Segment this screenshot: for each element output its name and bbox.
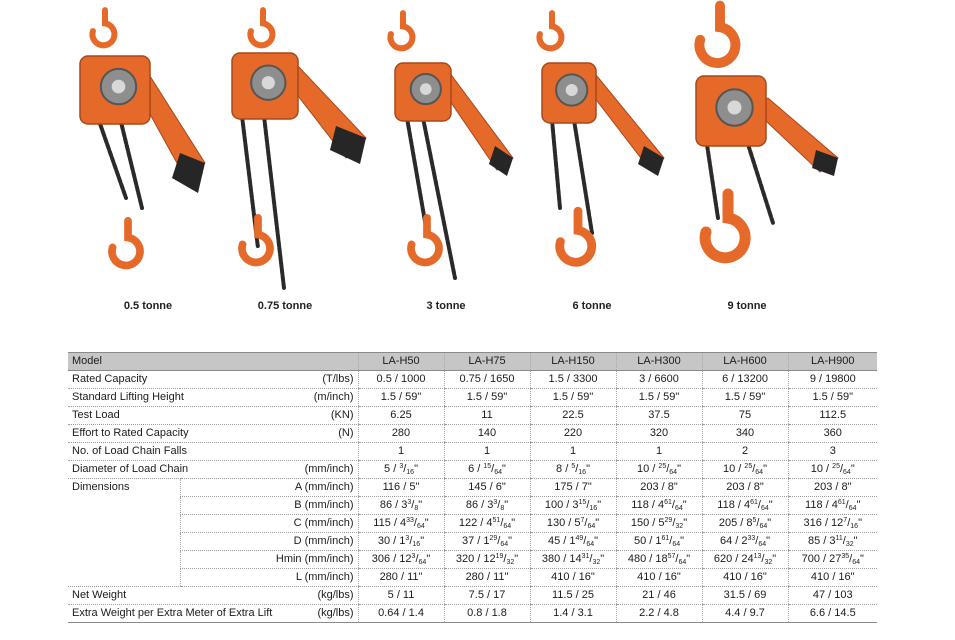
cell-numerator: 25 <box>832 463 840 470</box>
lever-hoist-illustration <box>530 8 670 278</box>
cell-denominator: 64 <box>852 559 860 566</box>
cell-denominator: 64 <box>843 469 851 476</box>
cell-numerator: 61 <box>664 499 672 506</box>
table-cell <box>358 497 444 515</box>
cell-inch-mark: " <box>502 463 506 475</box>
table-cell <box>530 497 616 515</box>
table-cell <box>616 551 702 569</box>
cell-whole: 100 / 3 <box>544 499 579 511</box>
cell-inch-mark: " <box>768 499 773 511</box>
row-unit: (mm/inch) <box>180 461 358 479</box>
table-cell <box>788 515 877 533</box>
fraction-slash: / <box>669 535 673 547</box>
table-cell: 21 / 46 <box>616 587 702 605</box>
cell-whole: 320 / 12 <box>455 553 496 565</box>
cell-inch-mark: " <box>600 553 605 565</box>
table-cell: 75 <box>702 407 788 425</box>
cell-whole: 10 / <box>723 463 745 475</box>
row-sublabel: B (mm/inch) <box>180 497 358 515</box>
cell-whole: 85 / 3 <box>807 535 836 547</box>
cell-denominator: 64 <box>759 523 768 530</box>
table-cell: 0.75 / 1650 <box>444 371 530 389</box>
cell-inch-mark: " <box>504 499 509 511</box>
spec-table <box>68 352 877 623</box>
table-cell <box>788 533 877 551</box>
cell-denominator: 16 <box>406 469 415 476</box>
table-cell: 1 <box>358 443 444 461</box>
fraction-slash: / <box>672 517 676 529</box>
cell-denominator: 64 <box>848 505 857 512</box>
lever-hoist-illustration <box>70 8 210 273</box>
cell-denominator: 64 <box>418 559 427 566</box>
lever-hoist-illustration <box>688 8 848 278</box>
fraction-slash: / <box>675 553 679 565</box>
cell-denominator: 64 <box>669 469 678 476</box>
table-cell: 6.25 <box>358 407 444 425</box>
cell-numerator: 51 <box>492 517 501 524</box>
fraction-slash: / <box>415 553 419 565</box>
caption-0-5-tonne: 0.5 tonne <box>123 300 173 312</box>
table-cell: 340 <box>702 425 788 443</box>
cell-whole: 8 / <box>556 463 572 475</box>
row-sublabel: C (mm/inch) <box>180 515 358 533</box>
cell-numerator: 7 <box>580 517 585 524</box>
cell-numerator: 3 <box>411 553 416 560</box>
table-cell <box>788 461 877 479</box>
cell-numerator: 15 <box>578 499 587 506</box>
fraction-slash: / <box>761 553 765 565</box>
model-la-h50: LA-H50 <box>358 353 444 371</box>
table-cell <box>358 515 444 533</box>
table-row <box>68 371 877 389</box>
fraction-slash: / <box>757 499 761 511</box>
table-cell: 4.4 / 9.7 <box>702 605 788 623</box>
table-cell <box>616 497 702 515</box>
fraction-slash: / <box>589 553 593 565</box>
table-cell: 1.5 / 59" <box>702 389 788 407</box>
cell-denominator: 64 <box>678 559 687 566</box>
table-cell: 0.5 / 1000 <box>358 371 444 389</box>
cell-denominator: 32 <box>675 523 684 530</box>
table-cell <box>702 497 788 515</box>
cell-numerator: 49 <box>575 535 584 542</box>
table-cell <box>358 551 444 569</box>
cell-denominator: 64 <box>587 523 596 530</box>
cell-whole: 118 / 4 <box>805 499 838 511</box>
caption-9-tonne: 9 tonne <box>727 300 767 312</box>
cell-inch-mark: " <box>686 553 691 565</box>
cell-denominator: 32 <box>592 559 601 566</box>
table-cell: 410 / 16" <box>788 569 877 587</box>
cell-denominator: 64 <box>755 469 764 476</box>
table-cell: 116 / 5" <box>358 479 444 497</box>
cell-denominator: 8 <box>500 505 505 512</box>
cell-inch-mark: " <box>595 517 600 529</box>
cell-whole: 700 / 27 <box>801 553 842 565</box>
table-cell: 31.5 / 69 <box>702 587 788 605</box>
cell-whole: 45 / 1 <box>547 535 576 547</box>
cell-whole: 380 / 14 <box>541 553 582 565</box>
cell-inch-mark: " <box>418 499 423 511</box>
fraction-slash: / <box>503 553 507 565</box>
caption-0-75-tonne: 0.75 tonne <box>257 300 313 312</box>
table-row <box>68 407 877 425</box>
cell-numerator: 29 <box>489 535 498 542</box>
cell-whole: 50 / 1 <box>633 535 662 547</box>
table-row <box>68 443 877 461</box>
cell-numerator: 29 <box>664 517 673 524</box>
hoist-image-6-tonne <box>530 8 670 278</box>
cell-whole: 86 / 3 <box>379 499 408 511</box>
row-unit: (kg/lbs) <box>180 587 358 605</box>
table-row <box>68 533 877 551</box>
table-cell: 0.64 / 1.4 <box>358 605 444 623</box>
cell-whole: 10 / <box>810 463 833 475</box>
table-cell: 320 <box>616 425 702 443</box>
row-label-diameter-of-load-chain: Diameter of Load Chain <box>68 461 180 479</box>
hoist-image-0-75-tonne <box>218 8 368 298</box>
table-cell: 7.5 / 17 <box>444 587 530 605</box>
fraction-slash: / <box>497 499 501 511</box>
cell-whole: 37 / 1 <box>461 535 490 547</box>
table-cell: 1.5 / 59" <box>788 389 877 407</box>
cell-inch-mark: " <box>414 463 418 475</box>
table-cell <box>788 497 877 515</box>
fraction-slash: / <box>586 499 590 511</box>
cell-whole: 118 / 4 <box>631 499 665 511</box>
table-cell <box>616 533 702 551</box>
cell-numerator: 31 <box>581 553 590 560</box>
header-model-label: Model <box>68 353 358 371</box>
cell-inch-mark: " <box>683 517 688 529</box>
cell-denominator: 32 <box>845 541 854 548</box>
table-cell <box>444 533 530 551</box>
cell-whole: 86 / 3 <box>465 499 494 511</box>
table-cell: 22.5 <box>530 407 616 425</box>
fraction-slash: / <box>584 517 588 529</box>
table-cell: 203 / 8" <box>788 479 877 497</box>
cell-whole: 205 / 8 <box>718 517 753 529</box>
table-cell <box>358 533 444 551</box>
fraction-slash: / <box>839 463 844 475</box>
fraction-slash: / <box>666 463 670 475</box>
cell-denominator: 8 <box>414 505 419 512</box>
row-unit: (N) <box>180 425 358 443</box>
cell-inch-mark: " <box>586 463 590 475</box>
fraction-slash: / <box>491 463 495 475</box>
row-label-no-of-load-chain-falls: No. of Load Chain Falls <box>68 443 180 461</box>
row-sublabel: D (mm/inch) <box>180 533 358 551</box>
cell-numerator: 3 <box>493 499 498 506</box>
table-cell: 280 / 11" <box>358 569 444 587</box>
row-label-dimensions: Dimensions <box>68 479 180 587</box>
table-cell: 5 / 11 <box>358 587 444 605</box>
table-row <box>68 425 877 443</box>
cell-whole: 620 / 24 <box>713 553 754 565</box>
caption-3-tonne: 3 tonne <box>426 300 466 312</box>
cell-inch-mark: " <box>424 517 429 529</box>
cell-numerator: 61 <box>837 499 846 506</box>
fraction-slash: / <box>847 517 851 529</box>
table-cell: 203 / 8" <box>616 479 702 497</box>
cell-whole: 306 / 12 <box>371 553 412 565</box>
cell-numerator: 3 <box>405 535 410 542</box>
table-cell <box>702 551 788 569</box>
table-cell: 3 / 6600 <box>616 371 702 389</box>
fraction-slash: / <box>575 463 579 475</box>
fraction-slash: / <box>403 463 407 475</box>
table-cell <box>530 515 616 533</box>
row-label-net-weight: Net Weight <box>68 587 180 605</box>
cell-denominator: 32 <box>764 559 773 566</box>
fraction-slash: / <box>756 517 760 529</box>
fraction-slash: / <box>583 535 587 547</box>
table-cell: 1.5 / 59" <box>530 389 616 407</box>
table-cell: 203 / 8" <box>702 479 788 497</box>
model-la-h75: LA-H75 <box>444 353 530 371</box>
cell-inch-mark: " <box>680 535 685 547</box>
table-row <box>68 587 877 605</box>
table-cell: 410 / 16" <box>616 569 702 587</box>
lever-hoist-illustration <box>383 8 513 283</box>
cell-whole: 115 / 4 <box>373 517 407 529</box>
fraction-slash: / <box>411 499 415 511</box>
table-cell: 6 / 13200 <box>702 371 788 389</box>
table-cell <box>444 461 530 479</box>
cell-denominator: 64 <box>672 541 681 548</box>
cell-numerator: 61 <box>661 535 670 542</box>
table-row <box>68 569 877 587</box>
cell-numerator: 25 <box>658 463 667 470</box>
cell-inch-mark: " <box>420 535 425 547</box>
table-cell: 47 / 103 <box>788 587 877 605</box>
table-row <box>68 497 877 515</box>
cell-numerator: 35 <box>841 553 850 560</box>
table-row <box>68 461 877 479</box>
cell-denominator: 64 <box>494 469 503 476</box>
cell-denominator: 64 <box>500 541 509 548</box>
cell-inch-mark: " <box>597 499 602 511</box>
cell-numerator: 33 <box>747 535 756 542</box>
row-label-rated-capacity: Rated Capacity <box>68 371 180 389</box>
table-cell: 1.5 / 3300 <box>530 371 616 389</box>
cell-whole: 64 / 2 <box>719 535 748 547</box>
row-sublabel: L (mm/inch) <box>180 569 358 587</box>
table-cell: 11.5 / 25 <box>530 587 616 605</box>
table-cell <box>702 533 788 551</box>
cell-whole: 150 / 5 <box>630 517 665 529</box>
cell-inch-mark: " <box>682 499 687 511</box>
row-sublabel: A (mm/inch) <box>180 479 358 497</box>
cell-inch-mark: " <box>772 553 777 565</box>
table-cell: 1 <box>616 443 702 461</box>
cell-inch-mark: " <box>514 553 519 565</box>
cell-inch-mark: " <box>763 463 767 475</box>
table-cell <box>788 551 877 569</box>
cell-denominator: 64 <box>586 541 595 548</box>
cell-inch-mark: " <box>426 553 431 565</box>
table-cell: 145 / 6" <box>444 479 530 497</box>
cell-denominator: 64 <box>760 505 769 512</box>
cell-inch-mark: " <box>850 463 855 475</box>
fraction-slash: / <box>849 553 853 565</box>
cell-inch-mark: " <box>594 535 599 547</box>
table-cell: 1.4 / 3.1 <box>530 605 616 623</box>
cell-denominator: 16 <box>578 469 587 476</box>
table-cell: 6.6 / 14.5 <box>788 605 877 623</box>
fraction-slash: / <box>413 517 417 529</box>
cell-denominator: 16 <box>850 523 859 530</box>
row-label-effort-to-rated-capacity: Effort to Rated Capacity <box>68 425 180 443</box>
table-cell <box>358 461 444 479</box>
fraction-slash: / <box>409 535 413 547</box>
cell-inch-mark: " <box>677 463 681 475</box>
table-row <box>68 479 877 497</box>
cell-denominator: 64 <box>503 523 512 530</box>
cell-inch-mark: " <box>858 517 862 529</box>
cell-inch-mark: " <box>511 517 516 529</box>
cell-denominator: 64 <box>416 523 425 530</box>
table-cell: 0.8 / 1.8 <box>444 605 530 623</box>
cell-numerator: 3 <box>399 463 404 470</box>
table-cell: 2.2 / 4.8 <box>616 605 702 623</box>
table-cell: 360 <box>788 425 877 443</box>
table-cell: 11 <box>444 407 530 425</box>
cell-whole: 480 / 18 <box>627 553 668 565</box>
row-label-extra-weight-per-extra-meter-of-extra-lift: Extra Weight per Extra Meter of Extra Lift <box>68 605 180 623</box>
row-unit: (m/inch) <box>180 389 358 407</box>
row-label-standard-lifting-height: Standard Lifting Height <box>68 389 180 407</box>
model-la-h150: LA-H150 <box>530 353 616 371</box>
fraction-slash: / <box>842 535 846 547</box>
cell-numerator: 61 <box>750 499 758 506</box>
table-cell <box>530 461 616 479</box>
cell-numerator: 5 <box>571 463 576 470</box>
row-unit: (kg/lbs) <box>180 605 358 623</box>
table-cell: 1 <box>530 443 616 461</box>
cell-whole: 130 / 5 <box>546 517 581 529</box>
cell-inch-mark: " <box>767 517 772 529</box>
table-row <box>68 515 877 533</box>
row-unit: (KN) <box>180 407 358 425</box>
cell-whole: 122 / 4 <box>458 517 493 529</box>
table-cell <box>444 515 530 533</box>
header-row <box>68 353 877 371</box>
fraction-slash: / <box>500 517 504 529</box>
hoist-image-9-tonne <box>688 8 848 278</box>
cell-numerator: 3 <box>407 499 412 506</box>
table-row <box>68 389 877 407</box>
model-la-h300: LA-H300 <box>616 353 702 371</box>
table-cell: 175 / 7" <box>530 479 616 497</box>
table-cell <box>616 515 702 533</box>
cell-numerator: 7 <box>843 517 848 524</box>
cell-numerator: 25 <box>744 463 753 470</box>
caption-6-tonne: 6 tonne <box>572 300 612 312</box>
table-cell <box>444 497 530 515</box>
table-cell: 3 <box>788 443 877 461</box>
cell-denominator: 16 <box>589 505 598 512</box>
cell-inch-mark: " <box>508 535 513 547</box>
table-cell <box>530 551 616 569</box>
cell-whole: 10 / <box>637 463 659 475</box>
hoist-image-0-5-tonne <box>70 8 210 273</box>
row-sublabel: Hmin (mm/inch) <box>180 551 358 569</box>
table-cell <box>616 461 702 479</box>
table-cell: 280 <box>358 425 444 443</box>
cell-numerator: 11 <box>835 535 843 542</box>
table-cell <box>702 515 788 533</box>
cell-numerator: 33 <box>406 517 414 524</box>
table-cell: 1 <box>444 443 530 461</box>
cell-denominator: 16 <box>412 541 421 548</box>
cell-whole: 6 / <box>468 463 484 475</box>
table-cell: 9 / 19800 <box>788 371 877 389</box>
table-cell: 1.5 / 59" <box>444 389 530 407</box>
table-row <box>68 605 877 623</box>
spec-table-body <box>68 353 877 623</box>
fraction-slash: / <box>755 535 759 547</box>
row-unit <box>180 443 358 461</box>
cell-inch-mark: " <box>766 535 771 547</box>
cell-denominator: 32 <box>506 559 515 566</box>
table-cell: 1.5 / 59" <box>358 389 444 407</box>
fraction-slash: / <box>497 535 501 547</box>
row-unit: (T/lbs) <box>180 371 358 389</box>
model-la-h900: LA-H900 <box>788 353 877 371</box>
table-cell: 220 <box>530 425 616 443</box>
cell-inch-mark: " <box>856 499 861 511</box>
table-cell: 112.5 <box>788 407 877 425</box>
cell-numerator: 19 <box>495 553 504 560</box>
cell-inch-mark: " <box>860 553 864 565</box>
table-cell: 410 / 16" <box>702 569 788 587</box>
cell-numerator: 15 <box>483 463 492 470</box>
table-cell: 140 <box>444 425 530 443</box>
cell-numerator: 5 <box>752 517 757 524</box>
cell-whole: 5 / <box>384 463 400 475</box>
cell-whole: 316 / 12 <box>803 517 844 529</box>
row-label-test-load: Test Load <box>68 407 180 425</box>
cell-inch-mark: " <box>853 535 858 547</box>
table-cell <box>444 551 530 569</box>
cell-numerator: 13 <box>753 553 762 560</box>
table-cell: 280 / 11" <box>444 569 530 587</box>
fraction-slash: / <box>671 499 675 511</box>
table-row <box>68 551 877 569</box>
table-cell: 410 / 16" <box>530 569 616 587</box>
table-cell <box>530 533 616 551</box>
table-cell: 2 <box>702 443 788 461</box>
cell-denominator: 64 <box>674 505 683 512</box>
lever-hoist-illustration <box>218 8 368 298</box>
table-cell: 37.5 <box>616 407 702 425</box>
table-cell: 1.5 / 59" <box>616 389 702 407</box>
hoist-image-3-tonne <box>383 8 513 283</box>
model-la-h600: LA-H600 <box>702 353 788 371</box>
cell-numerator: 57 <box>667 553 676 560</box>
fraction-slash: / <box>752 463 756 475</box>
cell-denominator: 64 <box>758 541 767 548</box>
fraction-slash: / <box>845 499 849 511</box>
cell-whole: 30 / 1 <box>377 535 406 547</box>
table-cell <box>702 461 788 479</box>
cell-whole: 118 / 4 <box>717 499 751 511</box>
